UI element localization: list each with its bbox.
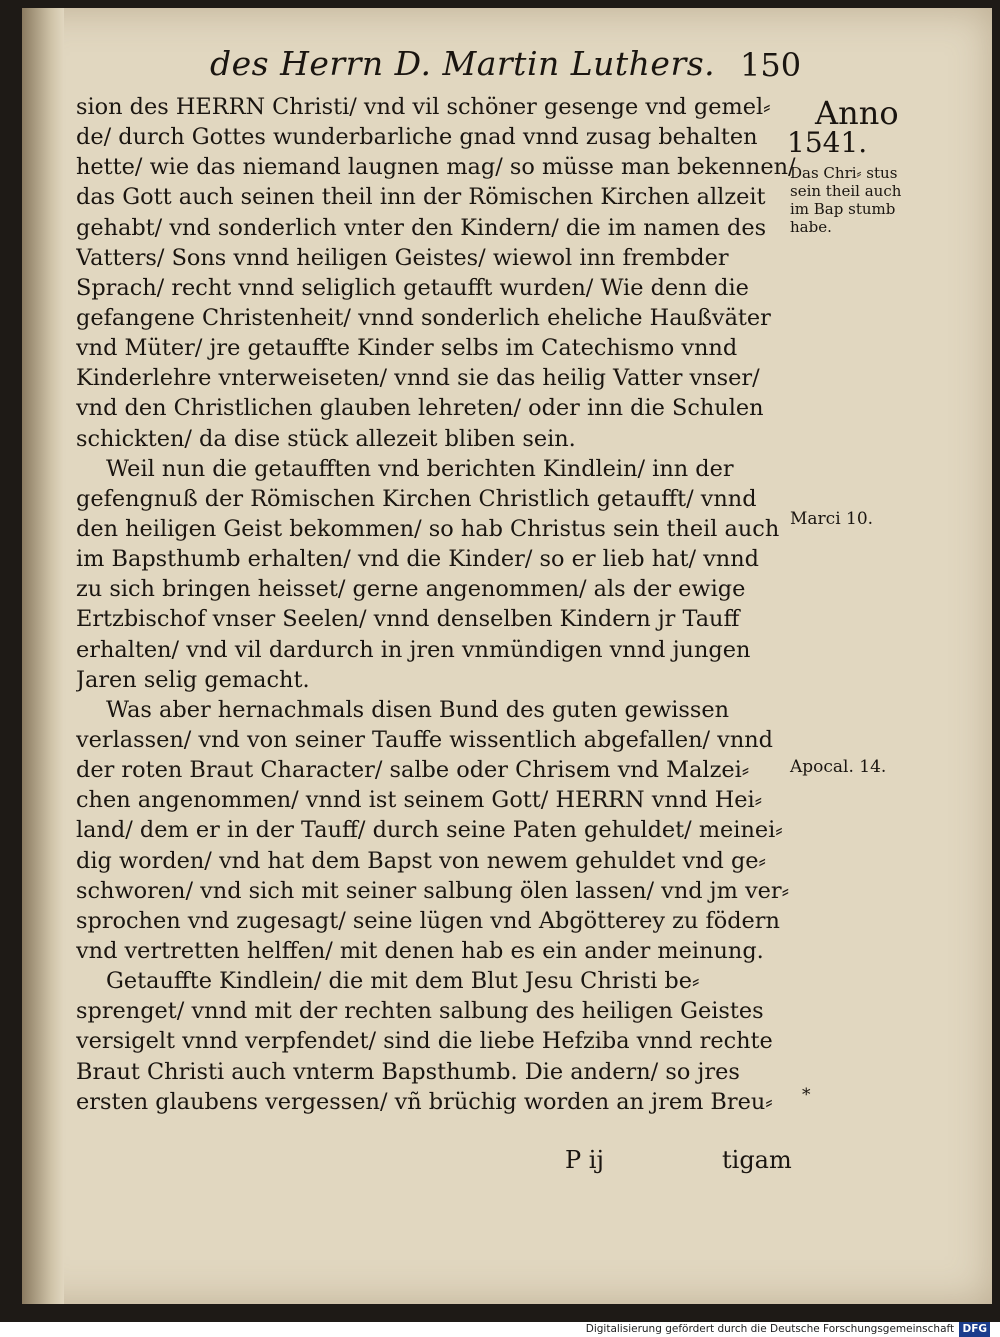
text-line: versigelt vnnd verpfendet/ sind die liebe Hefziba vnnd rechte bbox=[76, 1028, 773, 1055]
running-title: des Herrn D. Martin Luthers. bbox=[210, 44, 716, 83]
text-line: verlassen/ vnd von seiner Tauffe wissentlich abgefallen/ vnnd bbox=[76, 726, 774, 753]
margin-note-christ-part: Das Chri⸗ stus sein theil auch im Bap stumb habe. bbox=[790, 164, 902, 236]
text-line: Getauffte Kindlein/ die mit dem Blut Jesu Christi be⸗ bbox=[106, 968, 700, 995]
folio-number: 150 bbox=[740, 46, 802, 84]
text-line: land/ dem er in der Tauff/ durch seine Paten gehuldet/ meinei⸗ bbox=[76, 817, 783, 844]
margin-note-marci: Marci 10. bbox=[790, 509, 874, 529]
text-line: erhalten/ vnd vil dardurch in jren vnmündigen vnnd jungen bbox=[76, 636, 751, 663]
text-line: Kinderlehre vnterweiseten/ vnnd sie das heilig Vatter vnser/ bbox=[76, 365, 760, 392]
text-line: den heiligen Geist bekommen/ so hab Christus sein theil auch bbox=[76, 515, 780, 542]
text-line: Vatters/ Sons vnnd heiligen Geistes/ wiewol inn frembder bbox=[76, 244, 729, 271]
text-line: ersten glaubens vergessen/ vñ brüchig worden an jrem Breu⸗ bbox=[76, 1088, 773, 1115]
margin-anno: Anno bbox=[815, 94, 899, 132]
text-line: sprenget/ vnnd mit der rechten salbung des heiligen Geistes bbox=[76, 998, 764, 1025]
text-line: chen angenommen/ vnnd ist seinem Gott/ HERRN vnnd Hei⸗ bbox=[76, 787, 763, 814]
text-line: sion des HERRN Christi/ vnd vil schöner gesenge vnd gemel⸗ bbox=[76, 94, 771, 120]
margin-anno-year: 1541. bbox=[787, 126, 868, 159]
text-line: zu sich bringen heisset/ gerne angenommen/ als der ewige bbox=[76, 576, 746, 603]
credit-text: Digitalisierung gefördert durch die Deutsche Forschungsgemeinschaft bbox=[585, 1323, 955, 1335]
text-line: vnd vertretten helffen/ mit denen hab es ein ander meinung. bbox=[76, 937, 764, 964]
text-line: gehabt/ vnd sonderlich vnter den Kindern/ die im namen des bbox=[76, 214, 767, 241]
text-line: Sprach/ recht vnnd seliglich getaufft wurden/ Wie denn die bbox=[76, 274, 749, 301]
digitization-credit bbox=[586, 1322, 990, 1337]
text-line: Jaren selig gemacht. bbox=[76, 666, 310, 693]
text-line: sprochen vnd zugesagt/ seine lügen vnd Abgötterey zu födern bbox=[76, 907, 780, 934]
text-line: Was aber hernachmals disen Bund des guten gewissen bbox=[106, 696, 730, 723]
text-line: der roten Braut Character/ salbe oder Chrisem vnd Malzei⸗ bbox=[76, 757, 750, 784]
text-line: Weil nun die getaufften vnd berichten Kindlein/ inn der bbox=[106, 455, 734, 482]
main-text-block bbox=[76, 92, 796, 1117]
text-line: vnd Müter/ jre getauffte Kinder selbs im Catechismo vnnd bbox=[76, 335, 738, 362]
text-line: Braut Christi auch vnterm Bapsthumb. Die andern/ so jres bbox=[76, 1058, 740, 1085]
text-line: de/ durch Gottes wunderbarliche gnad vnnd zusag behalten bbox=[76, 124, 758, 151]
margin-note-apocal: Apocal. 14. bbox=[790, 757, 887, 777]
text-line: das Gott auch seinen theil inn der Römischen Kirchen allzeit bbox=[76, 184, 766, 211]
text-line: dig worden/ vnd hat dem Bapst von newem gehuldet vnd ge⸗ bbox=[76, 847, 766, 874]
text-line: schworen/ vnd sich mit seiner salbung ölen lassen/ vnd jm ver⸗ bbox=[76, 877, 790, 904]
text-line: gefengnuß der Römischen Kirchen Christlich getaufft/ vnnd bbox=[76, 485, 757, 512]
dfg-logo: DFG bbox=[959, 1322, 990, 1337]
catchword: tigam bbox=[722, 1146, 792, 1174]
text-line: vnd den Christlichen glauben lehreten/ oder inn die Schulen bbox=[76, 395, 764, 422]
text-line: Ertzbischof vnser Seelen/ vnnd denselben Kindern jr Tauff bbox=[76, 606, 740, 633]
page-header bbox=[210, 44, 810, 96]
text-line: hette/ wie das niemand laugnen mag/ so müsse man bekennen/ bbox=[76, 154, 796, 181]
text-line: im Bapsthumb erhalten/ vnd die Kinder/ so er lieb hat/ vnnd bbox=[76, 546, 759, 573]
page-binding-edge bbox=[22, 8, 64, 1304]
margin-asterisk: * bbox=[802, 1085, 811, 1105]
signature-mark: P ij bbox=[565, 1146, 604, 1174]
text-line: gefangene Christenheit/ vnnd sonderlich eheliche Haußväter bbox=[76, 304, 771, 331]
text-line: schickten/ da dise stück allezeit bliben sein. bbox=[76, 425, 576, 452]
